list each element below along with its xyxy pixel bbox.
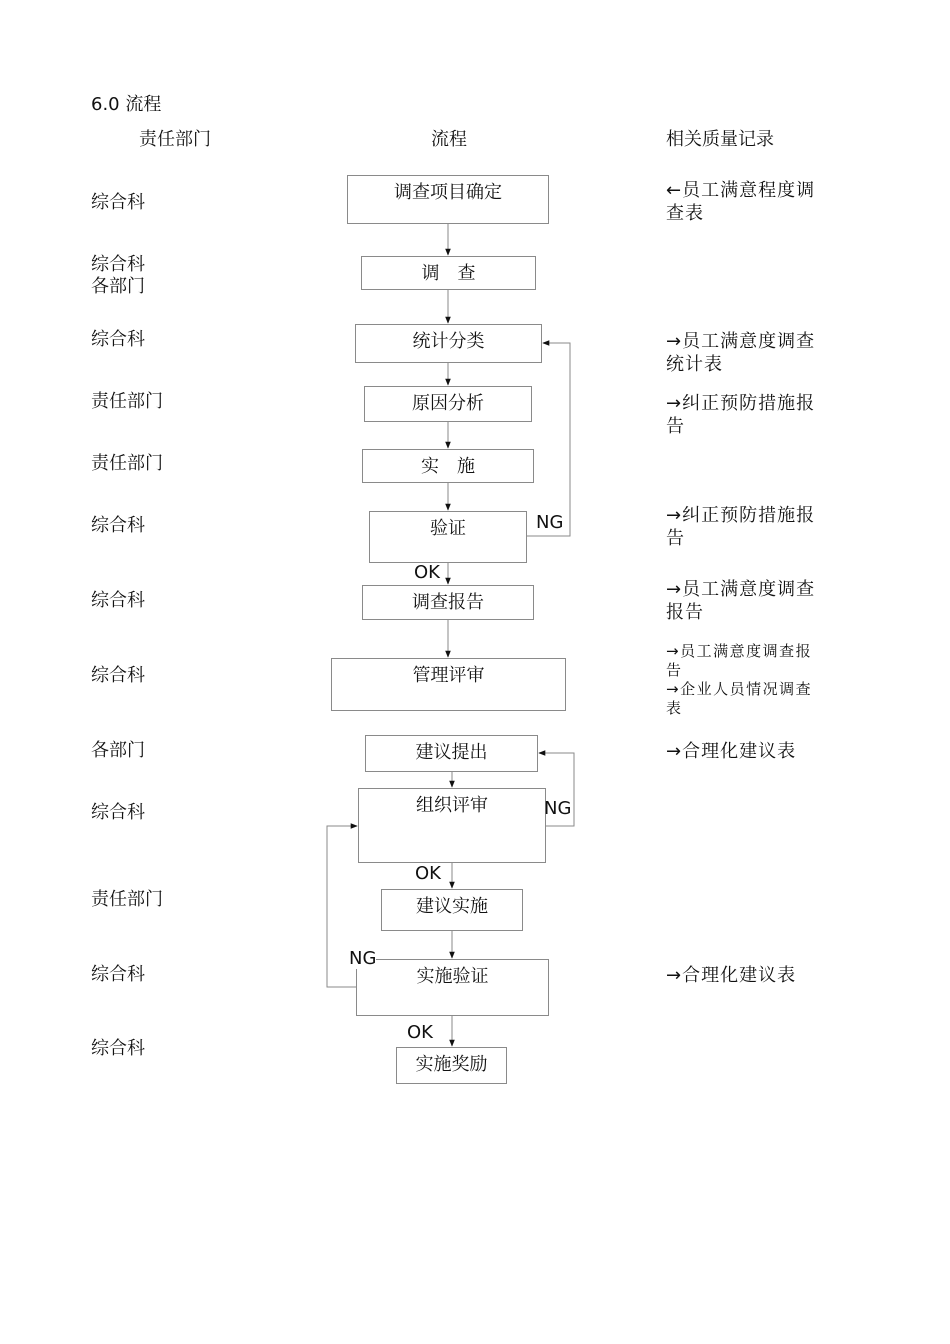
dept-6: 综合科 xyxy=(91,515,145,536)
step-implementation-verify: 实施验证 xyxy=(356,959,549,1016)
record-12: →合理化建议表 xyxy=(666,965,797,986)
record-8: →员工满意度调查报告 →企业人员情况调查表 xyxy=(666,642,813,717)
step-cause-analysis: 原因分析 xyxy=(364,386,532,422)
step-survey-report: 调查报告 xyxy=(362,585,534,620)
dept-12: 综合科 xyxy=(91,964,145,985)
step-survey: 调 查 xyxy=(361,256,536,290)
header-process: 流程 xyxy=(431,129,467,150)
header-department: 责任部门 xyxy=(139,129,211,150)
dept-5: 责任部门 xyxy=(91,453,163,474)
step-survey-item-confirm: 调查项目确定 xyxy=(347,175,549,224)
label-review-ng: NG xyxy=(544,798,572,819)
step-suggestion-implement: 建议实施 xyxy=(381,889,523,931)
dept-7: 综合科 xyxy=(91,590,145,611)
step-propose-suggestion: 建议提出 xyxy=(365,735,538,772)
dept-9: 各部门 xyxy=(91,740,145,761)
record-4: →纠正预防措施报告 xyxy=(666,393,816,437)
label-verify-ng: NG xyxy=(536,512,564,533)
step-verify: 验证 xyxy=(369,511,527,563)
dept-8: 综合科 xyxy=(91,665,145,686)
dept-13: 综合科 xyxy=(91,1038,145,1059)
label-review-ok: OK xyxy=(415,863,441,884)
step-statistics: 统计分类 xyxy=(355,324,542,363)
record-7: →员工满意度调查报告 xyxy=(666,579,816,623)
dept-4: 责任部门 xyxy=(91,391,163,412)
step-reward: 实施奖励 xyxy=(396,1047,507,1084)
record-6: →纠正预防措施报告 xyxy=(666,505,816,549)
record-9: →合理化建议表 xyxy=(666,741,797,762)
dept-2: 综合科 各部门 xyxy=(91,254,145,297)
step-implement: 实 施 xyxy=(362,449,534,483)
step-organize-review: 组织评审 xyxy=(358,788,546,863)
section-title: 6.0 流程 xyxy=(91,94,162,115)
header-records: 相关质量记录 xyxy=(666,129,774,150)
record-3: →员工满意度调查统计表 xyxy=(666,331,816,375)
record-1: ←员工满意程度调查表 xyxy=(666,180,816,224)
dept-10: 综合科 xyxy=(91,802,145,823)
label-verify-ok: OK xyxy=(414,562,440,583)
label-impl-ok: OK xyxy=(407,1022,433,1043)
step-management-review: 管理评审 xyxy=(331,658,566,711)
dept-3: 综合科 xyxy=(91,329,145,350)
loop-verify-ng xyxy=(526,343,570,536)
label-impl-ng: NG xyxy=(349,948,377,969)
dept-1: 综合科 xyxy=(91,192,145,213)
dept-11: 责任部门 xyxy=(91,889,163,910)
